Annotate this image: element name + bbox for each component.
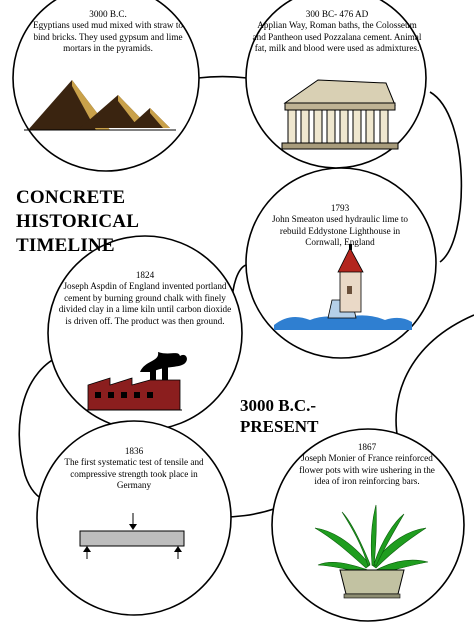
event-text-1867 <box>292 442 442 488</box>
event-date: 3000 B.C. <box>89 9 127 19</box>
event-description: Joseph Aspdin of England invented portland cement by burning ground chalk with finely divided clay in a lime kiln until carbon dioxide is driven off. The product was then ground. <box>58 281 232 326</box>
period-label <box>240 395 318 437</box>
event-description: Applian Way, Roman baths, the Colosseum and Pantheon used Pozzalana cement. Animal fat, milk and blood were used as admixtures. <box>252 20 422 54</box>
event-text-1793 <box>266 203 414 249</box>
event-date: 1793 <box>330 203 350 213</box>
connector-6-exit <box>396 315 474 440</box>
title-line: TIMELINE <box>16 235 115 256</box>
connector-2-3 <box>430 92 461 262</box>
title-line: CONCRETE <box>16 187 126 208</box>
event-text-3000bc <box>28 9 188 55</box>
title-line: HISTORICAL <box>16 211 140 232</box>
event-description: Joseph Monier of France reinforced flower pots with wire ushering in the idea of iron reinforcing bars. <box>299 453 435 487</box>
event-description: Egyptians used mud mixed with straw to bind bricks. They used gypsum and lime mortars in the pyramids. <box>32 20 184 54</box>
period-line: PRESENT <box>240 417 319 436</box>
event-text-300bc <box>252 9 422 55</box>
connector-1-2 <box>198 77 247 79</box>
event-description: John Smeaton used hydraulic lime to rebuild Eddystone Lighthouse in Cornwall, England <box>271 214 408 248</box>
page-title <box>16 186 139 258</box>
event-date: 1824 <box>135 270 155 280</box>
event-text-1824 <box>58 270 232 327</box>
period-line: 3000 B.C.- <box>240 396 317 415</box>
event-text-1836 <box>64 446 204 492</box>
event-date: 1836 <box>124 446 144 456</box>
event-description: The first systematic test of tensile and compressive strength took place in Germany <box>64 457 204 491</box>
event-date: 1867 <box>357 442 377 452</box>
event-date: 300 BC- 476 AD <box>305 9 369 19</box>
